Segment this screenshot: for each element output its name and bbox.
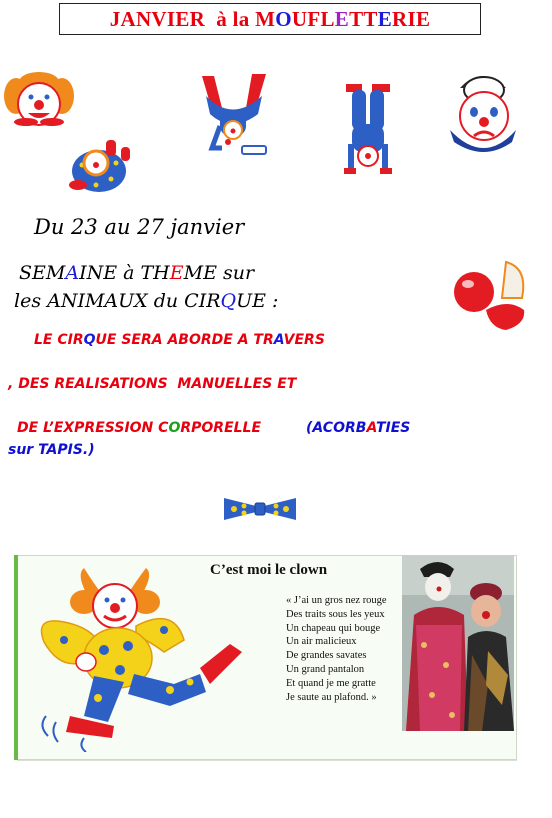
line_expression-segment: RPORELLE: [180, 420, 262, 436]
title-segment: E: [415, 6, 431, 31]
title-segment: O: [275, 6, 292, 31]
dancing-clown-icon: [24, 566, 252, 752]
title-segment: R: [392, 6, 408, 31]
sad-clown-head-icon: [446, 70, 518, 156]
poem-line: De grandes savates: [286, 650, 367, 662]
expression-line: [17, 420, 261, 436]
title-segment: E: [334, 6, 350, 31]
poem-line: Un air malicieux: [286, 636, 357, 648]
title-segment: T: [363, 6, 378, 31]
title-segment: T: [349, 6, 364, 31]
line_cirque-segment: VERS: [283, 332, 325, 348]
title-segment: I: [407, 6, 416, 31]
title-box: [59, 3, 481, 35]
panel-bottom-line: [17, 760, 517, 761]
line_cirque-segment: Q: [83, 332, 96, 348]
bow-tie-icon: [222, 494, 298, 524]
title-segment: U: [291, 6, 308, 31]
poem-line: « J’ai un gros nez rouge: [286, 595, 387, 606]
clown-rolling-icon: [66, 135, 136, 195]
clown-handstand-icon: [192, 68, 274, 160]
title-segment: L: [320, 6, 335, 31]
theme_line1-segment: A: [65, 262, 80, 284]
title-segment: E: [377, 6, 393, 31]
clown-upside-down-icon: [342, 80, 394, 180]
theme_line1-segment: INE à TH: [79, 262, 170, 284]
title-segment: JANVIER à la: [109, 6, 256, 31]
clown-photo: [402, 555, 514, 731]
theme_line1-segment: E: [169, 262, 184, 284]
poem-line: Un grand pantalon: [286, 663, 365, 675]
date-line: Du 23 au 27 janvier: [34, 215, 245, 239]
title-segment: M: [255, 6, 276, 31]
cirque-line: [34, 332, 325, 348]
line_acrobaties-segment: TIES: [375, 420, 411, 436]
line_expression-segment: O: [168, 420, 181, 436]
poem-line: Des traits sous les yeux: [286, 608, 385, 620]
line_cirque-segment: LE CIR: [34, 332, 84, 348]
line_acrobaties-segment: (ACORB: [306, 420, 367, 436]
theme_line2-segment: UE :: [236, 290, 279, 312]
clown-head-icon: [2, 66, 76, 132]
poem-line: Et quand je me gratte: [286, 677, 376, 689]
acrobaties-line: [306, 420, 410, 436]
poem-line: Je saute au plafond. »: [286, 691, 377, 703]
clown-nose-icon: [450, 258, 532, 336]
line_acrobaties-segment: A: [366, 420, 376, 436]
line_cirque-segment: A: [273, 332, 284, 348]
line_cirque-segment: UE SERA ABORDE A TR: [95, 332, 274, 348]
theme_line2-segment: les ANIMAUX du CIR: [14, 290, 221, 312]
poem-text: [286, 594, 387, 704]
theme-line-2: [14, 290, 278, 312]
line_expression-segment: DE L’EXPRESSION C: [17, 420, 169, 436]
theme_line2-segment: Q: [220, 290, 237, 312]
title-segment: F: [307, 6, 321, 31]
realisations-line: [8, 376, 296, 392]
panel-edge: [14, 555, 18, 760]
theme_line1-segment: ME sur: [183, 262, 255, 284]
page-title: [110, 7, 431, 32]
poem-line: Un chapeau qui bouge: [286, 622, 381, 634]
tapis-line: sur TAPIS.): [8, 442, 95, 458]
line_realisations-segment: , DES REALISATIONS MANUELLES ET: [8, 376, 297, 392]
poem-title: C’est moi le clown: [210, 562, 328, 578]
theme_line1-segment: SEM: [19, 262, 66, 284]
theme-line-1: [19, 262, 254, 284]
